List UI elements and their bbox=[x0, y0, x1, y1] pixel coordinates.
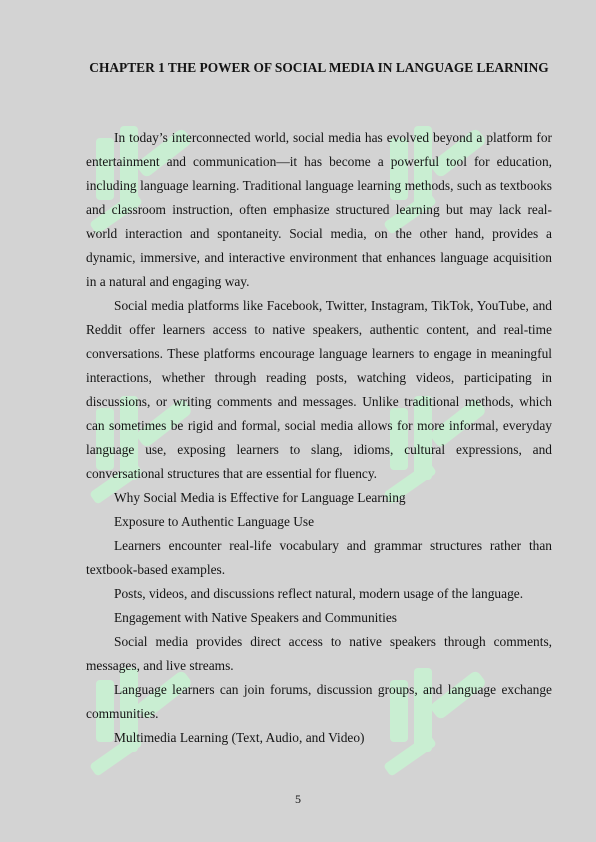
subheading: Exposure to Authentic Language Use bbox=[114, 514, 315, 529]
paragraph: Posts, videos, and discussions reflect natural, modern usage of the language. bbox=[114, 586, 524, 601]
section-heading: Why Social Media is Effective for Language Learning bbox=[114, 490, 406, 505]
paragraph: Learners encounter real-life vocabulary and grammar structures rather than textbook-based examples. bbox=[86, 538, 552, 577]
paragraph: Social media platforms like Facebook, Twitter, Instagram, TikTok, YouTube, and Reddit offer learners access to native speakers, authentic content, and real-time conversations. These platforms encourage language learners to engage in meaningful interactions, whether through reading posts, watching videos, participating in discussions, or writing comments and messages. Unlike traditional methods, which can sometimes be rigid and formal, social media allows for more informal, everyday language use, exposing learners to slang, idioms, cultural expressions, and conversational structures that are essential for fluency. bbox=[86, 298, 552, 481]
subheading: Multimedia Learning (Text, Audio, and Video) bbox=[114, 730, 365, 745]
paragraph: In today’s interconnected world, social media has evolved beyond a platform for entertainment and communication—it has become a powerful tool for education, including language learning. Traditional language learning methods, such as textbooks and classroom instruction, often emphasize structured learning but may lack real-world interaction and spontaneity. Social media, on the other hand, provides a dynamic, immersive, and interactive environment that enhances language acquisition in a natural and engaging way. bbox=[86, 130, 552, 289]
paragraph: Social media provides direct access to native speakers through comments, messages, and live streams. bbox=[86, 634, 552, 673]
subheading: Engagement with Native Speakers and Communities bbox=[114, 610, 398, 625]
body-text bbox=[86, 126, 552, 750]
paragraph: Language learners can join forums, discussion groups, and language exchange communities. bbox=[86, 682, 552, 721]
chapter-title: CHAPTER 1 THE POWER OF SOCIAL MEDIA IN LANGUAGE LEARNING bbox=[89, 60, 549, 75]
page-number: 5 bbox=[295, 792, 301, 806]
